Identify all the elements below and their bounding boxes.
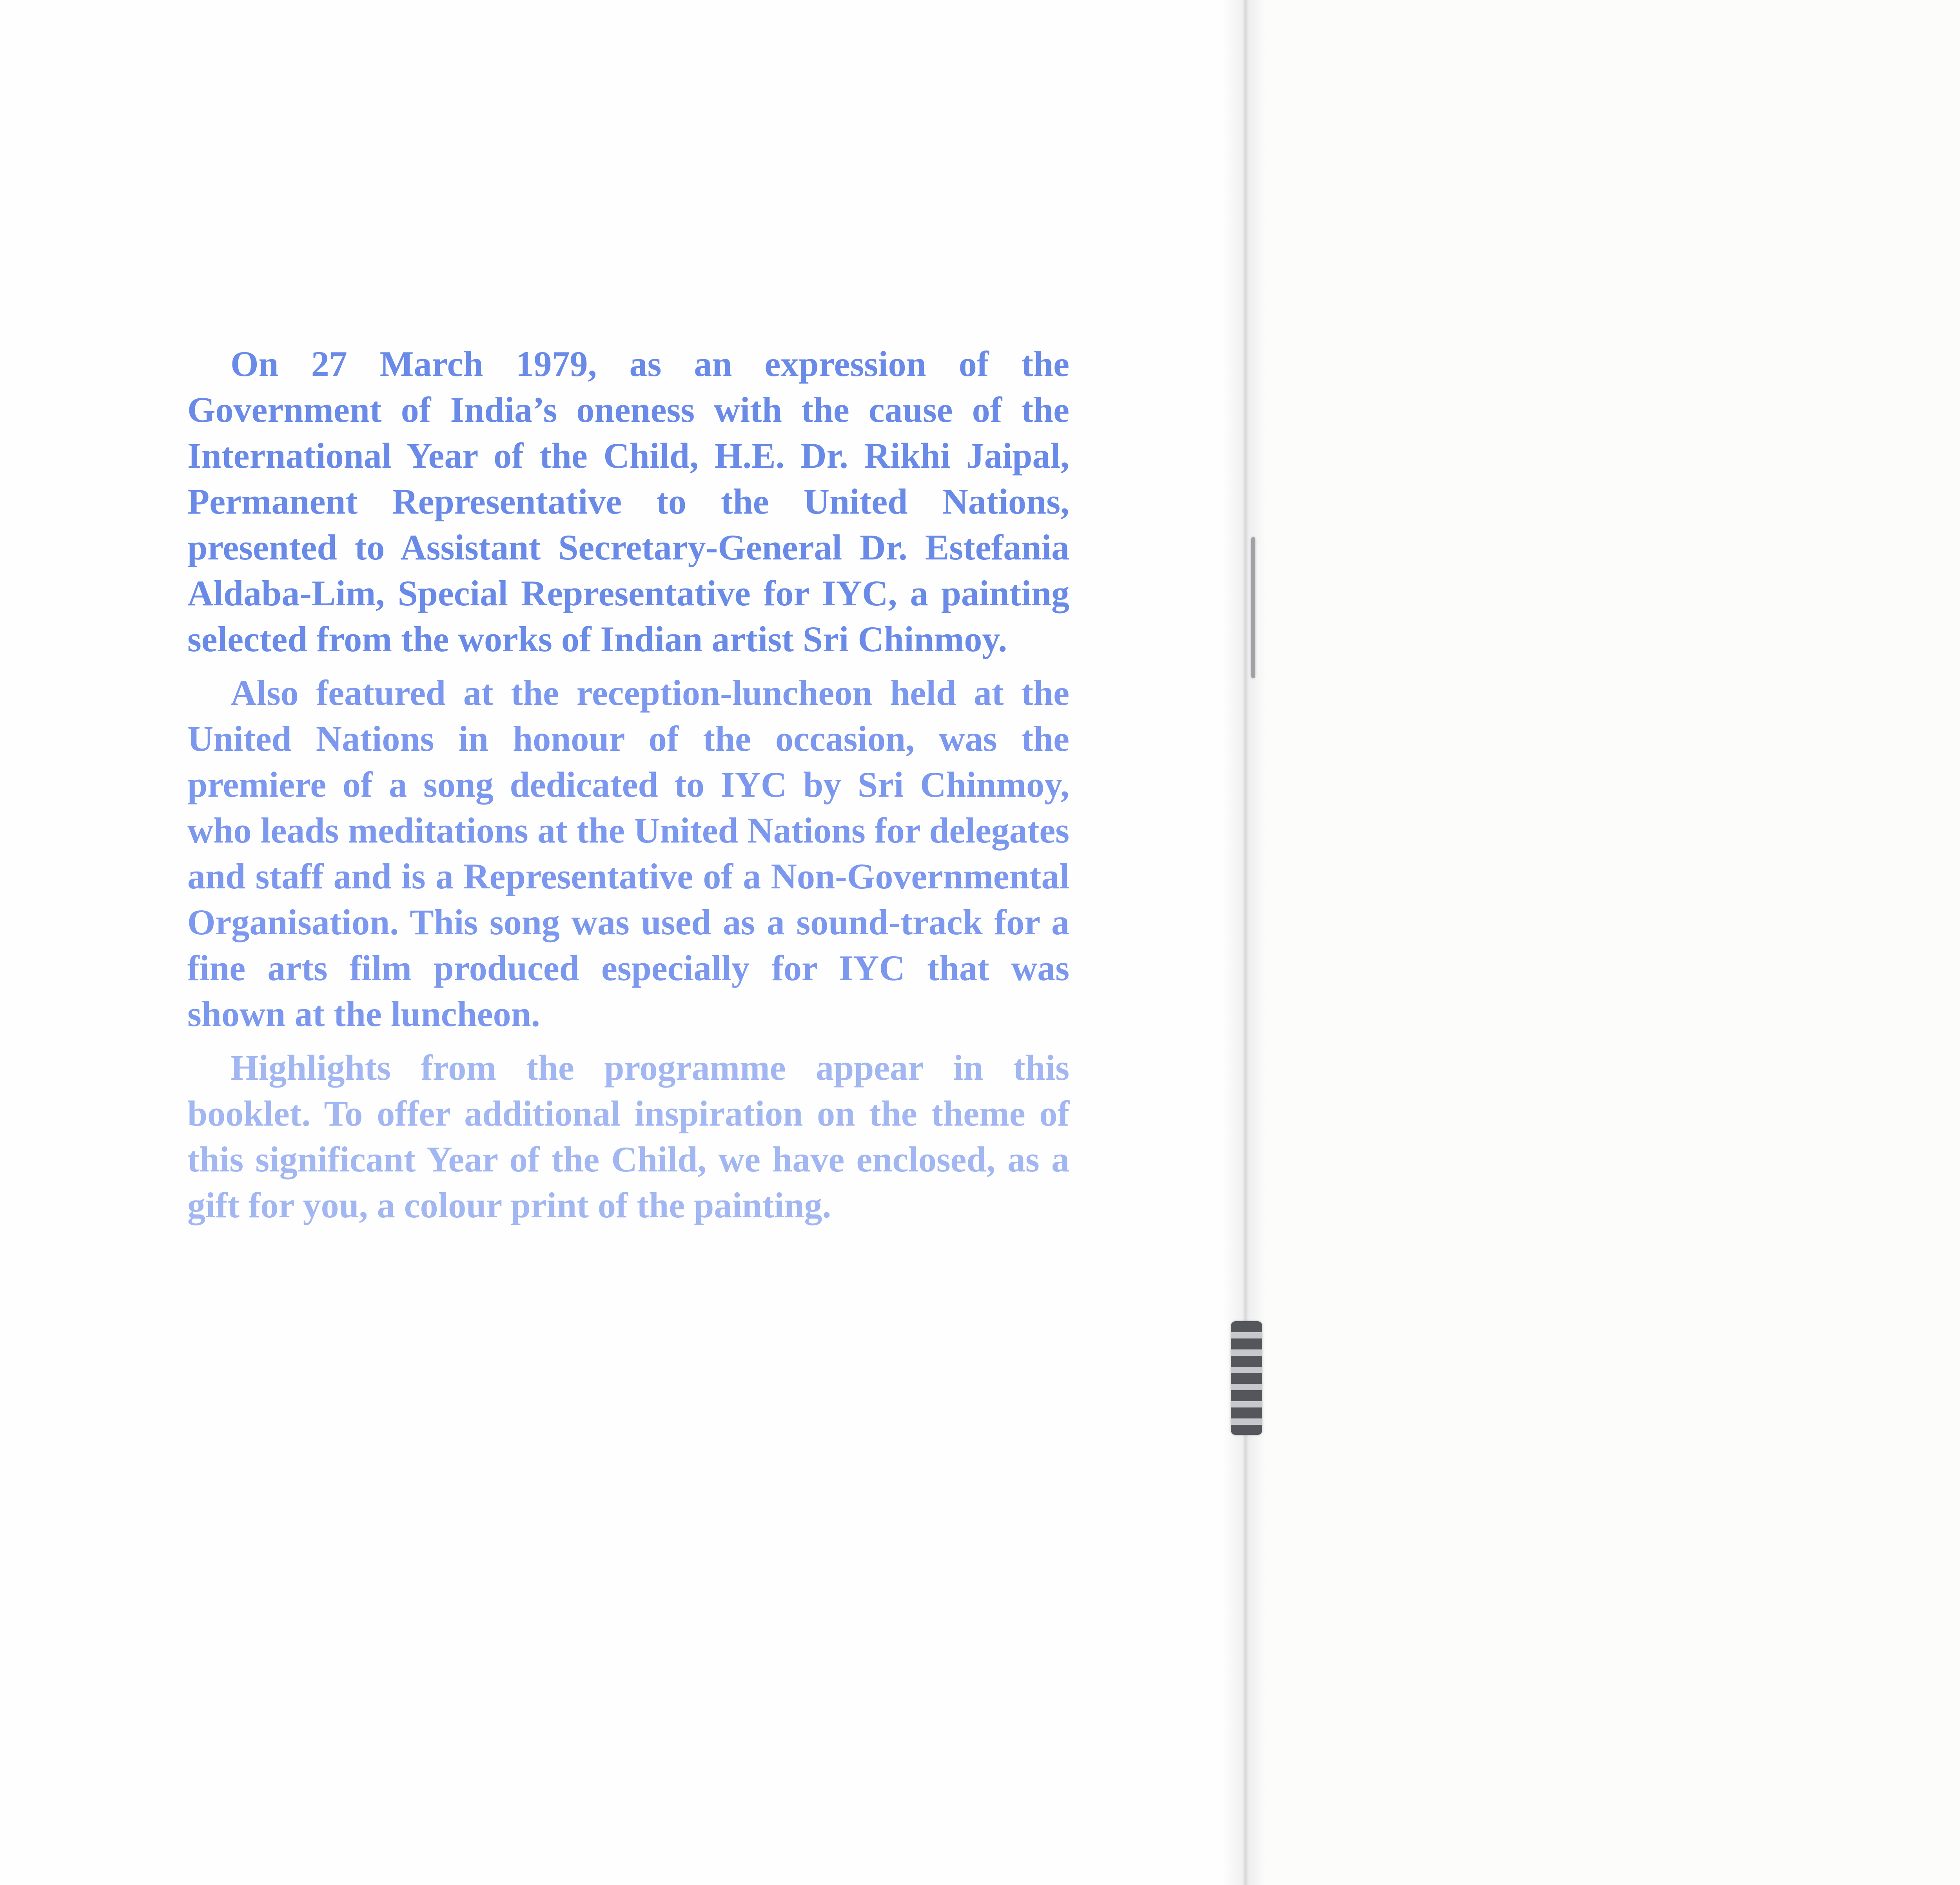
staple-top	[1251, 537, 1255, 678]
intro-paragraph-3: Highlights from the programme appear in this booklet. To offer additional inspiration on the theme of this significant Year of the Child, we have enclosed, as a gift for you, a colour print of the painting.	[187, 1048, 1069, 1225]
intro-paragraph-1: On 27 March 1979, as an expression of the Government of India’s oneness with the cause of the International Year of the Child, H.E. Dr. Rikhi Jaipal, Permanent Representative to the United Nations, presented to Assistant Secretary-General Dr. Estefania Aldaba-Lim, Special Representative for IYC, a painting selected from the works of Indian artist Sri Chinmoy.	[187, 344, 1069, 659]
intro-text	[187, 341, 1069, 1236]
staple-bottom	[1231, 1321, 1262, 1435]
book-gutter	[1223, 0, 1266, 1885]
intro-paragraph-2: Also featured at the reception-luncheon held at the United Nations in honour of the occasion, was the premiere of a song dedicated to IYC by Sri Chinmoy, who leads meditations at the United Nations for delegates and staff and is a Representative of a Non-Governmental Organisation. This song was used as a sound-track for a fine arts film produced especially for IYC that was shown at the luncheon.	[187, 673, 1069, 1034]
right-page	[1243, 0, 1960, 1885]
